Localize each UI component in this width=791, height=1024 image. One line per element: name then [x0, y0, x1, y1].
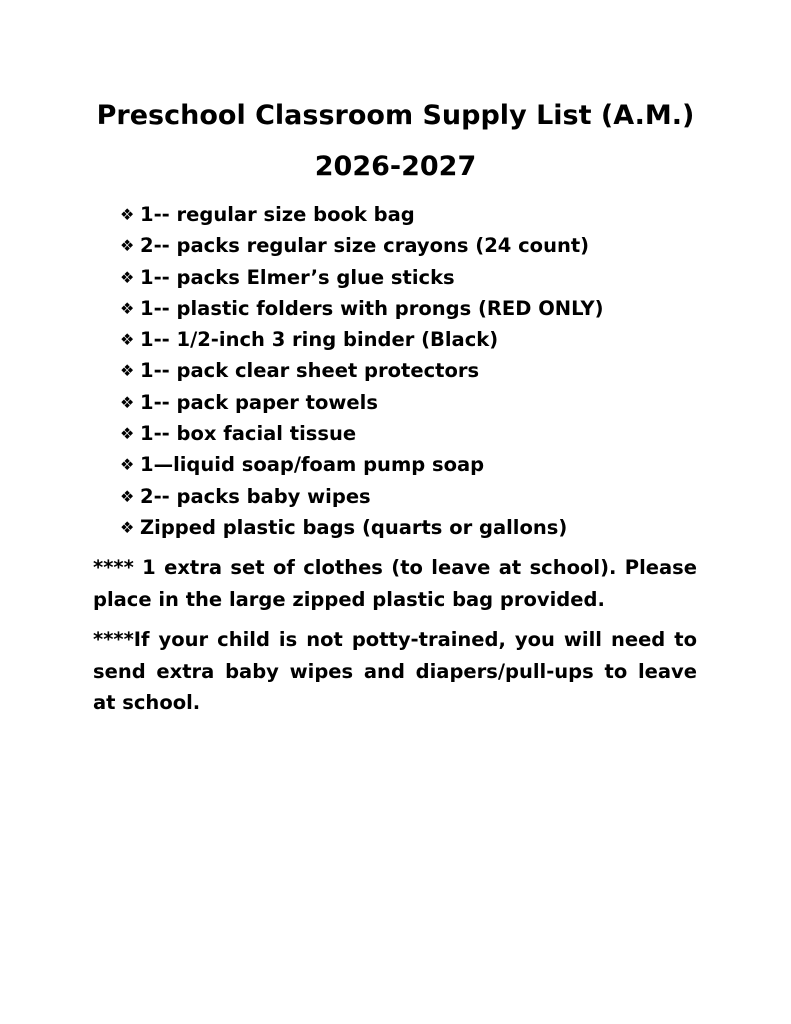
- diamond-bullet-icon: ❖: [120, 330, 135, 350]
- supply-list: [120, 199, 604, 543]
- list-item: [120, 230, 604, 261]
- diamond-bullet-icon: ❖: [120, 455, 135, 475]
- list-item: [120, 199, 604, 230]
- supply-item-text: 1-- pack paper towels: [140, 390, 378, 414]
- diamond-bullet-icon: ❖: [120, 517, 135, 537]
- list-item: [120, 449, 604, 480]
- list-item: [120, 262, 604, 293]
- list-item: [120, 481, 604, 512]
- supply-item-text: 1-- regular size book bag: [140, 203, 415, 226]
- list-item: [120, 418, 604, 449]
- list-item: [120, 387, 604, 418]
- school-year: 2026-2027: [314, 151, 477, 182]
- supply-item-text: Zipped plastic bags (quarts or gallons): [140, 515, 568, 539]
- supply-item-text: 2-- packs baby wipes: [140, 484, 371, 508]
- supply-item-text: 1-- 1/2-inch 3 ring binder (Black): [140, 328, 499, 352]
- diamond-bullet-icon: ❖: [120, 486, 135, 506]
- list-item: [120, 355, 604, 386]
- diamond-bullet-icon: ❖: [120, 361, 135, 381]
- list-item: [120, 512, 604, 543]
- diamond-bullet-icon: ❖: [120, 267, 135, 287]
- supply-item-text: 2-- packs regular size crayons (24 count): [140, 234, 590, 258]
- list-item: [120, 293, 604, 324]
- diamond-bullet-icon: ❖: [120, 205, 135, 224]
- supply-item-text: 1—liquid soap/foam pump soap: [140, 453, 485, 477]
- extra-clothes-note: **** 1 extra set of clothes (to leave at school). Please place in the large zipped plastic bag provided.: [93, 556, 697, 611]
- supply-item-text: 1-- pack clear sheet protectors: [140, 359, 480, 383]
- diamond-bullet-icon: ❖: [120, 298, 135, 318]
- diamond-bullet-icon: ❖: [120, 236, 135, 256]
- supply-item-text: 1-- packs Elmer’s glue sticks: [140, 265, 455, 289]
- diamond-bullet-icon: ❖: [120, 392, 135, 412]
- list-item: [120, 324, 604, 355]
- diamond-bullet-icon: ❖: [120, 424, 135, 444]
- potty-training-note: ****If your child is not potty-trained, you will need to send extra baby wipes and diapers/pull-ups to leave at school.: [93, 628, 697, 714]
- supply-item-text: 1-- box facial tissue: [140, 422, 357, 446]
- page-title: Preschool Classroom Supply List (A.M.): [96, 100, 695, 131]
- supply-item-text: 1-- plastic folders with prongs (RED ONLY): [140, 296, 604, 320]
